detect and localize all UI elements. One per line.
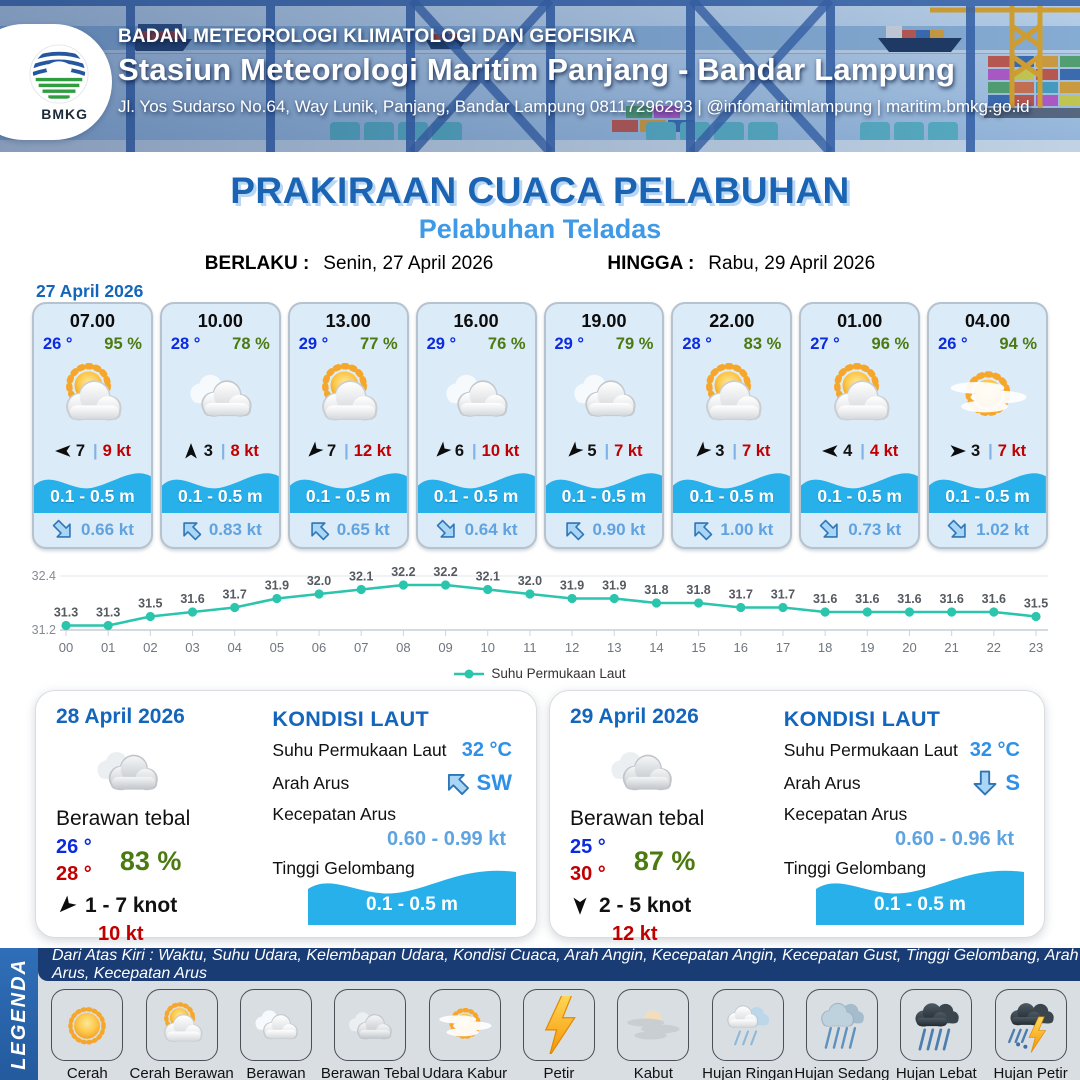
wind-direction-icon bbox=[821, 442, 839, 460]
wave-height-band bbox=[929, 465, 1046, 514]
sst-value: 32 °C bbox=[969, 739, 1020, 761]
svg-text:07: 07 bbox=[353, 640, 369, 655]
current-row bbox=[546, 513, 663, 547]
current-direction: SW bbox=[476, 770, 512, 795]
legend-title: LEGENDA bbox=[7, 958, 30, 1070]
wind-row bbox=[162, 438, 279, 464]
current-direction: S bbox=[1005, 770, 1020, 795]
legend-item-label: Petir bbox=[543, 1065, 575, 1080]
humidity: 83 % bbox=[119, 845, 182, 876]
svg-text:17: 17 bbox=[775, 640, 791, 655]
air-temperature: 28 ° bbox=[170, 335, 201, 353]
current-speed: 0.60 - 0.96 kt bbox=[895, 828, 1014, 850]
hour-card bbox=[544, 302, 665, 549]
weather-icon bbox=[162, 354, 279, 438]
svg-text:32.0: 32.0 bbox=[306, 574, 332, 588]
current-row bbox=[673, 513, 790, 547]
weather-icon bbox=[34, 354, 151, 438]
wind-direction-icon bbox=[433, 442, 451, 460]
temp-max: 28 ° bbox=[56, 863, 92, 885]
wind-speed: 3 bbox=[203, 441, 213, 460]
wave-height: 0.1 - 0.5 m bbox=[689, 486, 775, 507]
svg-text:31.9: 31.9 bbox=[264, 578, 290, 593]
wave-height-widget bbox=[816, 863, 1024, 925]
current-speed: 0.65 kt bbox=[336, 520, 390, 540]
legend-item bbox=[514, 984, 604, 1080]
separator: | bbox=[344, 441, 349, 460]
humidity: 77 % bbox=[360, 335, 398, 353]
wind-direction-icon bbox=[56, 896, 76, 916]
legend-note-bar bbox=[38, 948, 1080, 981]
svg-text:18: 18 bbox=[817, 640, 833, 655]
wind-speed: 3 bbox=[715, 441, 725, 460]
svg-text:31.5: 31.5 bbox=[138, 596, 163, 611]
gust-speed: 7 kt bbox=[742, 441, 771, 460]
temp-min: 25 ° bbox=[570, 836, 606, 858]
legend-item bbox=[320, 984, 420, 1080]
sst-chart bbox=[28, 556, 1052, 664]
current-direction-icon bbox=[971, 769, 999, 797]
weather-condition: Berawan tebal bbox=[56, 807, 191, 830]
current-direction-icon bbox=[435, 518, 459, 542]
legend-item-label: Cerah bbox=[66, 1065, 108, 1080]
current-speed: 1.00 kt bbox=[720, 520, 774, 540]
svg-text:31.9: 31.9 bbox=[559, 578, 585, 593]
wave-height-widget bbox=[308, 863, 516, 925]
wind-speed: 7 bbox=[326, 441, 337, 460]
cerah-icon bbox=[51, 989, 123, 1061]
wave-height: 0.1 - 0.5 m bbox=[305, 486, 391, 507]
wind-row bbox=[418, 438, 535, 464]
separator: | bbox=[732, 441, 737, 460]
forecast-date: 27 April 2026 bbox=[36, 281, 144, 301]
current-speed: 1.02 kt bbox=[976, 520, 1030, 540]
svg-text:31.6: 31.6 bbox=[180, 592, 205, 606]
separator: | bbox=[604, 441, 610, 460]
hour-card bbox=[32, 302, 153, 549]
legend-item bbox=[986, 984, 1076, 1080]
current-row bbox=[418, 513, 535, 547]
current-speed: 0.60 - 0.99 kt bbox=[387, 828, 506, 850]
air-temperature: 29 ° bbox=[426, 335, 457, 353]
sst-label: Suhu Permukaan Laut bbox=[272, 740, 447, 760]
legend-item bbox=[231, 984, 321, 1080]
svg-text:20: 20 bbox=[902, 640, 917, 655]
port-name: Pelabuhan Teladas bbox=[418, 214, 662, 244]
current-row bbox=[162, 513, 279, 547]
air-temperature: 28 ° bbox=[682, 335, 712, 353]
legend-item bbox=[891, 984, 981, 1080]
svg-text:12: 12 bbox=[564, 640, 580, 655]
wave-height-band bbox=[290, 465, 407, 514]
berawan-icon bbox=[240, 989, 312, 1061]
svg-text:32.1: 32.1 bbox=[475, 569, 500, 584]
wind-direction-icon bbox=[693, 442, 711, 460]
wind-row bbox=[929, 438, 1046, 464]
weather-icon bbox=[290, 354, 407, 438]
agency-name: BADAN METEOROLOGI KLIMATOLOGI DAN GEOFISIKA bbox=[118, 26, 636, 47]
wind-range: 2 - 5 knot bbox=[599, 894, 692, 917]
legend-item-label: Berawan Tebal bbox=[320, 1065, 420, 1080]
weather-icon bbox=[546, 354, 663, 438]
validity-row bbox=[0, 253, 1080, 275]
air-temperature: 29 ° bbox=[298, 335, 329, 353]
hour-time: 04.00 bbox=[965, 311, 1011, 331]
petir-icon bbox=[523, 989, 595, 1061]
current-speed: 0.64 kt bbox=[464, 520, 518, 540]
legend-item bbox=[703, 984, 793, 1080]
weather-icon bbox=[418, 354, 535, 438]
current-direction-icon bbox=[690, 518, 714, 542]
wave-height-band bbox=[418, 465, 535, 514]
kabut-icon bbox=[617, 989, 689, 1061]
wave-height-band bbox=[162, 465, 279, 514]
current-speed-label: Kecepatan Arus bbox=[783, 804, 908, 824]
humidity: 83 % bbox=[743, 335, 782, 353]
wave-height: 0.1 - 0.5 m bbox=[366, 894, 458, 915]
header-banner bbox=[0, 0, 1080, 152]
hourly-forecast-row bbox=[32, 302, 1048, 549]
svg-text:11: 11 bbox=[523, 640, 537, 655]
wind-direction-icon bbox=[565, 442, 583, 460]
current-direction-icon bbox=[307, 518, 331, 542]
legend-items-row bbox=[38, 984, 1080, 1080]
sea-condition-title: KONDISI LAUT bbox=[272, 707, 429, 731]
humidity: 94 % bbox=[999, 335, 1037, 353]
svg-text:31.3: 31.3 bbox=[96, 605, 121, 620]
air-temperature: 29 ° bbox=[554, 335, 585, 353]
legend-item-label: Hujan Petir bbox=[993, 1065, 1068, 1080]
svg-text:08: 08 bbox=[396, 640, 411, 655]
wave-height-label: Tinggi Gelombang bbox=[272, 858, 415, 878]
separator: | bbox=[220, 441, 226, 460]
legend-note: Dari Atas Kiri : Waktu, Suhu Udara, Kelembapan Udara, Kondisi Cuaca, Arah Angin, Kecepatan Angin, Kecepatan Gust, Tinggi Gelombang, Arah Arus, Kecepatan Arus bbox=[52, 946, 1079, 982]
humidity: 78 % bbox=[232, 335, 270, 353]
gust-speed: 7 kt bbox=[614, 441, 643, 460]
svg-text:32.4: 32.4 bbox=[31, 569, 56, 583]
current-direction-icon bbox=[562, 518, 586, 542]
bmkg-logo-text: BMKG bbox=[41, 105, 88, 122]
current-row bbox=[801, 513, 918, 547]
current-direction-icon bbox=[443, 769, 471, 797]
bmkg-logo-icon bbox=[28, 43, 90, 105]
air-temperature: 26 ° bbox=[938, 335, 968, 353]
hour-time: 19.00 bbox=[581, 311, 627, 331]
station-name: Stasiun Meteorologi Maritim Panjang - Bandar Lampung bbox=[118, 52, 956, 87]
wind-row bbox=[673, 438, 790, 464]
hour-card bbox=[416, 302, 537, 549]
gust-speed: 4 kt bbox=[869, 441, 899, 460]
hour-card bbox=[160, 302, 281, 549]
svg-text:16: 16 bbox=[733, 640, 749, 655]
cerah-berawan-icon bbox=[146, 989, 218, 1061]
svg-text:03: 03 bbox=[185, 640, 200, 655]
hujan-petir-icon bbox=[995, 989, 1067, 1061]
hour-time: 01.00 bbox=[837, 311, 883, 331]
wind-direction-icon bbox=[570, 896, 590, 916]
svg-text:22: 22 bbox=[986, 640, 1002, 655]
sst-label: Suhu Permukaan Laut bbox=[783, 740, 958, 760]
wave-height: 0.1 - 0.5 m bbox=[433, 486, 519, 507]
hour-card bbox=[799, 302, 920, 549]
air-temperature: 26 ° bbox=[43, 335, 73, 353]
svg-text:31.6: 31.6 bbox=[981, 592, 1006, 606]
hour-time: 16.00 bbox=[453, 311, 499, 331]
legend-section bbox=[0, 948, 1080, 1080]
svg-text:06: 06 bbox=[311, 640, 327, 655]
svg-text:13: 13 bbox=[607, 640, 622, 655]
separator: | bbox=[988, 441, 993, 460]
wind-row bbox=[290, 438, 407, 464]
wave-height: 0.1 - 0.5 m bbox=[177, 486, 263, 507]
legend-item-label: Hujan Ringan bbox=[702, 1065, 794, 1080]
hour-time: 13.00 bbox=[325, 311, 371, 331]
separator: | bbox=[860, 441, 865, 460]
wind-direction-icon bbox=[305, 442, 323, 460]
hour-time: 10.00 bbox=[197, 311, 243, 331]
weather-condition: Berawan tebal bbox=[570, 807, 705, 830]
wave-height: 0.1 - 0.5 m bbox=[945, 486, 1030, 507]
page-title: PRAKIRAAN CUACA PELABUHAN bbox=[230, 170, 850, 211]
current-direction-icon bbox=[818, 518, 842, 542]
separator: | bbox=[472, 441, 477, 460]
wind-speed: 6 bbox=[454, 441, 465, 460]
svg-text:04: 04 bbox=[227, 640, 242, 655]
wind-row bbox=[801, 438, 918, 464]
udara-kabur-icon bbox=[429, 989, 501, 1061]
gust-speed: 8 kt bbox=[230, 441, 259, 460]
hour-card bbox=[671, 302, 792, 549]
svg-text:31.6: 31.6 bbox=[897, 592, 922, 606]
hingga-label: HINGGA : bbox=[607, 253, 695, 274]
svg-text:05: 05 bbox=[269, 640, 285, 655]
hour-time: 22.00 bbox=[709, 311, 755, 331]
svg-text:31.8: 31.8 bbox=[686, 583, 711, 597]
wave-height: 0.1 - 0.5 m bbox=[817, 486, 902, 507]
gust-speed: 10 kt bbox=[481, 441, 520, 460]
legend-item bbox=[794, 984, 890, 1080]
wind-row bbox=[34, 438, 151, 464]
svg-text:00: 00 bbox=[58, 640, 74, 655]
wave-height: 0.1 - 0.5 m bbox=[874, 894, 966, 915]
svg-text:31.6: 31.6 bbox=[939, 592, 964, 606]
wave-height-band bbox=[801, 465, 918, 514]
wave-height-band bbox=[546, 465, 663, 514]
hour-card bbox=[927, 302, 1048, 549]
wind-row bbox=[546, 438, 663, 464]
legend-item-label: Hujan Sedang bbox=[794, 1065, 890, 1080]
humidity: 95 % bbox=[104, 335, 142, 353]
svg-text:10: 10 bbox=[480, 640, 495, 655]
sst-value: 32 °C bbox=[461, 739, 512, 761]
legend-item bbox=[129, 984, 234, 1080]
gust-speed: 12 kt bbox=[612, 923, 658, 945]
berawan-tebal-icon bbox=[334, 989, 406, 1061]
legend-item-label: Udara Kabur bbox=[422, 1065, 508, 1080]
wind-speed: 7 bbox=[75, 441, 85, 460]
legend-item bbox=[608, 984, 698, 1080]
svg-text:31.6: 31.6 bbox=[855, 592, 880, 606]
legend-item-label: Hujan Lebat bbox=[895, 1065, 977, 1080]
hujan-lebat-icon bbox=[900, 989, 972, 1061]
wave-height-label: Tinggi Gelombang bbox=[783, 858, 927, 878]
current-direction-label: Arah Arus bbox=[272, 772, 350, 793]
svg-text:31.7: 31.7 bbox=[770, 587, 796, 602]
wind-speed: 5 bbox=[587, 441, 597, 460]
svg-text:32.0: 32.0 bbox=[517, 574, 543, 588]
daily-date: 29 April 2026 bbox=[570, 705, 699, 728]
legend-item-label: Cerah Berawan bbox=[129, 1065, 234, 1080]
humidity: 76 % bbox=[487, 335, 526, 353]
legend-item-label: Berawan bbox=[246, 1065, 306, 1080]
current-speed: 0.83 kt bbox=[208, 520, 262, 540]
daily-card-28 bbox=[35, 690, 537, 945]
legend-item bbox=[42, 984, 132, 1080]
legend-item-label: Kabut bbox=[633, 1065, 673, 1080]
svg-text:31.9: 31.9 bbox=[602, 578, 627, 593]
svg-text:01: 01 bbox=[100, 640, 116, 655]
current-speed: 0.90 kt bbox=[592, 520, 646, 540]
current-speed: 0.66 kt bbox=[80, 520, 134, 540]
current-direction-icon bbox=[51, 518, 75, 542]
svg-text:31.6: 31.6 bbox=[812, 592, 838, 606]
berlaku-value: Senin, 27 April 2026 bbox=[323, 253, 494, 274]
chart-legend bbox=[0, 666, 1080, 681]
current-speed-label: Kecepatan Arus bbox=[272, 804, 396, 824]
current-direction-icon bbox=[179, 518, 203, 542]
svg-text:31.7: 31.7 bbox=[222, 587, 247, 602]
wind-speed: 3 bbox=[970, 441, 981, 460]
bmkg-logo-pill bbox=[0, 24, 112, 140]
station-address: Jl. Yos Sudarso No.64, Way Lunik, Panjang, Bandar Lampung 08117296293 | @infomaritimlampung | maritim.bmkg.go.id bbox=[118, 97, 1030, 116]
svg-text:14: 14 bbox=[649, 640, 664, 655]
separator: | bbox=[93, 441, 98, 460]
hujan-sedang-icon bbox=[806, 989, 878, 1061]
humidity: 87 % bbox=[633, 845, 696, 876]
svg-text:19: 19 bbox=[860, 640, 875, 655]
current-row bbox=[34, 513, 151, 547]
svg-text:02: 02 bbox=[143, 640, 158, 655]
gust-speed: 10 kt bbox=[98, 923, 144, 945]
wave-height-band bbox=[34, 465, 151, 514]
weather-icon bbox=[86, 729, 258, 807]
current-direction-label: Arah Arus bbox=[783, 772, 861, 793]
air-temperature: 27 ° bbox=[810, 335, 840, 353]
temp-max: 30 ° bbox=[570, 863, 606, 885]
current-speed: 0.73 kt bbox=[848, 520, 902, 540]
svg-text:31.8: 31.8 bbox=[644, 583, 669, 597]
chart-legend-label: Suhu Permukaan Laut bbox=[491, 666, 626, 681]
svg-text:32.1: 32.1 bbox=[349, 569, 374, 584]
svg-text:31.7: 31.7 bbox=[728, 587, 753, 602]
humidity: 79 % bbox=[615, 335, 654, 353]
svg-text:31.2: 31.2 bbox=[31, 623, 56, 637]
hujan-ringan-icon bbox=[712, 989, 784, 1061]
weather-icon bbox=[929, 354, 1046, 438]
berlaku-label: BERLAKU : bbox=[204, 253, 310, 274]
current-row bbox=[290, 513, 407, 547]
wind-range: 1 - 7 knot bbox=[85, 894, 178, 917]
gust-speed: 12 kt bbox=[353, 441, 392, 460]
legend-title-strip bbox=[0, 948, 38, 1080]
wave-height: 0.1 - 0.5 m bbox=[50, 486, 135, 507]
svg-text:21: 21 bbox=[944, 640, 959, 655]
temp-min: 26 ° bbox=[56, 836, 92, 858]
legend-marker-icon bbox=[454, 669, 484, 679]
weather-icon bbox=[801, 354, 918, 438]
svg-text:32.2: 32.2 bbox=[433, 565, 458, 579]
daily-date: 28 April 2026 bbox=[56, 705, 185, 728]
wave-height-band bbox=[673, 465, 790, 514]
daily-card-29 bbox=[549, 690, 1045, 945]
sea-condition-title: KONDISI LAUT bbox=[783, 707, 941, 731]
gust-speed: 9 kt bbox=[102, 441, 132, 460]
svg-text:09: 09 bbox=[438, 640, 453, 655]
svg-text:31.3: 31.3 bbox=[53, 605, 79, 620]
wind-direction-icon bbox=[949, 442, 967, 460]
wind-speed: 4 bbox=[843, 441, 853, 460]
current-direction-icon bbox=[946, 518, 970, 542]
svg-text:32.2: 32.2 bbox=[391, 565, 416, 579]
humidity: 96 % bbox=[871, 335, 910, 353]
current-row bbox=[929, 513, 1046, 547]
gust-speed: 7 kt bbox=[997, 441, 1027, 460]
svg-text:31.5: 31.5 bbox=[1023, 596, 1049, 611]
svg-text:15: 15 bbox=[691, 640, 706, 655]
hour-card bbox=[288, 302, 409, 549]
weather-icon bbox=[673, 354, 790, 438]
wind-direction-icon bbox=[182, 442, 200, 460]
weather-icon bbox=[600, 729, 770, 807]
legend-item bbox=[420, 984, 510, 1080]
wind-direction-icon bbox=[54, 442, 72, 460]
wave-height: 0.1 - 0.5 m bbox=[561, 486, 647, 507]
svg-text:23: 23 bbox=[1028, 640, 1044, 655]
hingga-value: Rabu, 29 April 2026 bbox=[708, 253, 876, 274]
hour-time: 07.00 bbox=[69, 311, 115, 331]
